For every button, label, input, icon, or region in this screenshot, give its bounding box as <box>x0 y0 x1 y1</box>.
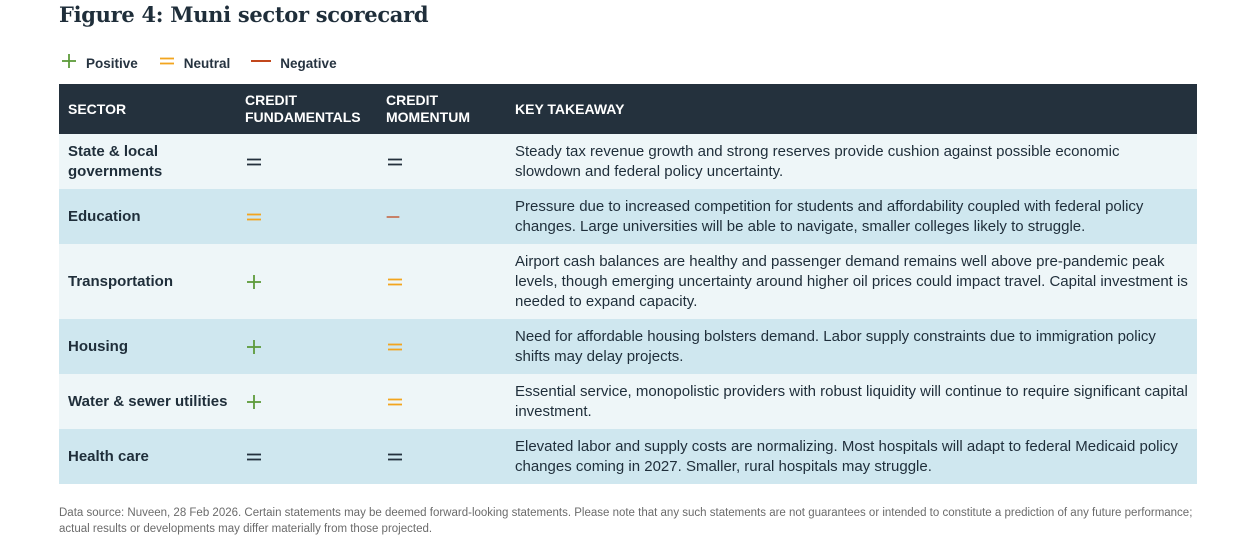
fundamentals-rating-icon <box>245 447 377 467</box>
fundamentals-rating-icon <box>245 152 377 172</box>
fundamentals-rating-icon <box>245 272 377 292</box>
sector-cell <box>59 392 236 412</box>
equal-icon <box>245 448 263 466</box>
equal-icon <box>245 208 263 226</box>
fundamentals-cell <box>236 207 377 227</box>
equal-icon <box>386 393 404 411</box>
key-takeaway: Airport cash balances are healthy and passenger demand remains well above pre-pandemic peak levels, though emerging uncertainty around higher oil prices could impact travel. Capital investment is needed to expand capacity. <box>515 252 1188 310</box>
table-header <box>59 84 1197 134</box>
equal-icon <box>386 338 404 356</box>
plus-icon <box>245 393 263 411</box>
fundamentals-rating-icon <box>245 337 377 357</box>
legend <box>60 52 357 74</box>
equal-icon <box>386 448 404 466</box>
header-takeaway-label: KEY TAKEAWAY <box>515 100 625 117</box>
momentum-cell <box>377 272 506 292</box>
takeaway-cell <box>506 327 1197 367</box>
header-fundamentals-line1: CREDIT <box>245 92 298 108</box>
fundamentals-cell <box>236 447 377 467</box>
sector-name: State & local governments <box>68 142 163 180</box>
equal-icon <box>245 153 263 171</box>
minus-icon <box>250 52 272 75</box>
sector-name: Transportation <box>68 272 174 290</box>
key-takeaway: Elevated labor and supply costs are normalizing. Most hospitals will adapt to federal Medicaid policy changes coming in 2027. Smaller, rural hospitals may struggle. <box>515 437 1178 475</box>
fundamentals-cell <box>236 152 377 172</box>
fundamentals-cell <box>236 392 377 412</box>
takeaway-cell <box>506 382 1197 422</box>
key-takeaway: Pressure due to increased competition for students and affordability coupled with federal policy changes. Large universities will be able to navigate, smaller colleges likely to struggle. <box>515 197 1144 235</box>
table-row <box>59 319 1197 374</box>
header-key-takeaway <box>506 101 1197 118</box>
momentum-rating-icon <box>386 207 506 227</box>
takeaway-cell <box>506 252 1197 312</box>
table-row <box>59 429 1197 484</box>
takeaway-cell <box>506 142 1197 182</box>
legend-label: Negative <box>280 55 337 71</box>
header-credit-momentum <box>377 92 506 126</box>
equal-icon <box>386 273 404 291</box>
plus-icon <box>245 273 263 291</box>
footnote: Data source: Nuveen, 28 Feb 2026. Certain statements may be deemed forward-looking statements. Please note that any such statements are not guarantees or intended to constitute a prediction of any future performance; actual results or developments may differ materially from those projected. <box>59 507 1193 535</box>
sector-name: Education <box>68 207 141 225</box>
sector-cell <box>59 272 236 292</box>
momentum-rating-icon <box>386 392 506 412</box>
momentum-cell <box>377 207 506 227</box>
takeaway-cell <box>506 437 1197 477</box>
figure-title: Figure 4: Muni sector scorecard <box>59 2 429 27</box>
minus-icon <box>386 208 400 226</box>
legend-item-positive <box>60 52 138 75</box>
sector-cell <box>59 142 236 182</box>
table-row <box>59 244 1197 319</box>
legend-label: Positive <box>86 55 138 71</box>
legend-item-neutral <box>158 52 231 75</box>
key-takeaway: Steady tax revenue growth and strong reserves provide cushion against possible economic slowdown and federal policy uncertainty. <box>515 142 1120 180</box>
legend-label: Neutral <box>183 55 231 71</box>
header-sector-label: SECTOR <box>68 100 127 117</box>
momentum-cell <box>377 337 506 357</box>
sector-cell <box>59 207 236 227</box>
fundamentals-cell <box>236 272 377 292</box>
fundamentals-rating-icon <box>245 392 377 412</box>
key-takeaway: Need for affordable housing bolsters demand. Labor supply constraints due to immigration policy shifts may delay projects. <box>515 327 1156 365</box>
fundamentals-rating-icon <box>245 207 377 227</box>
key-takeaway: Essential service, monopolistic providers with robust liquidity will continue to require significant capital investment. <box>515 382 1188 420</box>
sector-name: Water & sewer utilities <box>68 392 228 410</box>
equal-icon <box>386 153 404 171</box>
momentum-rating-icon <box>386 447 506 467</box>
sector-cell <box>59 447 236 467</box>
momentum-rating-icon <box>386 337 506 357</box>
scorecard-table <box>59 84 1197 484</box>
header-sector <box>59 101 236 118</box>
momentum-cell <box>377 392 506 412</box>
momentum-cell <box>377 152 506 172</box>
fundamentals-cell <box>236 337 377 357</box>
equal-icon <box>158 52 176 75</box>
legend-item-negative <box>250 52 336 75</box>
header-fundamentals-line2: FUNDAMENTALS <box>245 109 361 125</box>
table-row <box>59 374 1197 429</box>
header-momentum-line1: CREDIT <box>386 92 439 108</box>
plus-icon <box>245 338 263 356</box>
sector-name: Health care <box>68 447 149 465</box>
header-credit-fundamentals <box>236 92 377 126</box>
header-momentum-line2: MOMENTUM <box>386 109 470 125</box>
table-row <box>59 189 1197 244</box>
momentum-rating-icon <box>386 272 506 292</box>
momentum-rating-icon <box>386 152 506 172</box>
plus-icon <box>60 52 78 75</box>
sector-cell <box>59 337 236 357</box>
table-row <box>59 134 1197 189</box>
takeaway-cell <box>506 197 1197 237</box>
sector-name: Housing <box>68 337 128 355</box>
momentum-cell <box>377 447 506 467</box>
